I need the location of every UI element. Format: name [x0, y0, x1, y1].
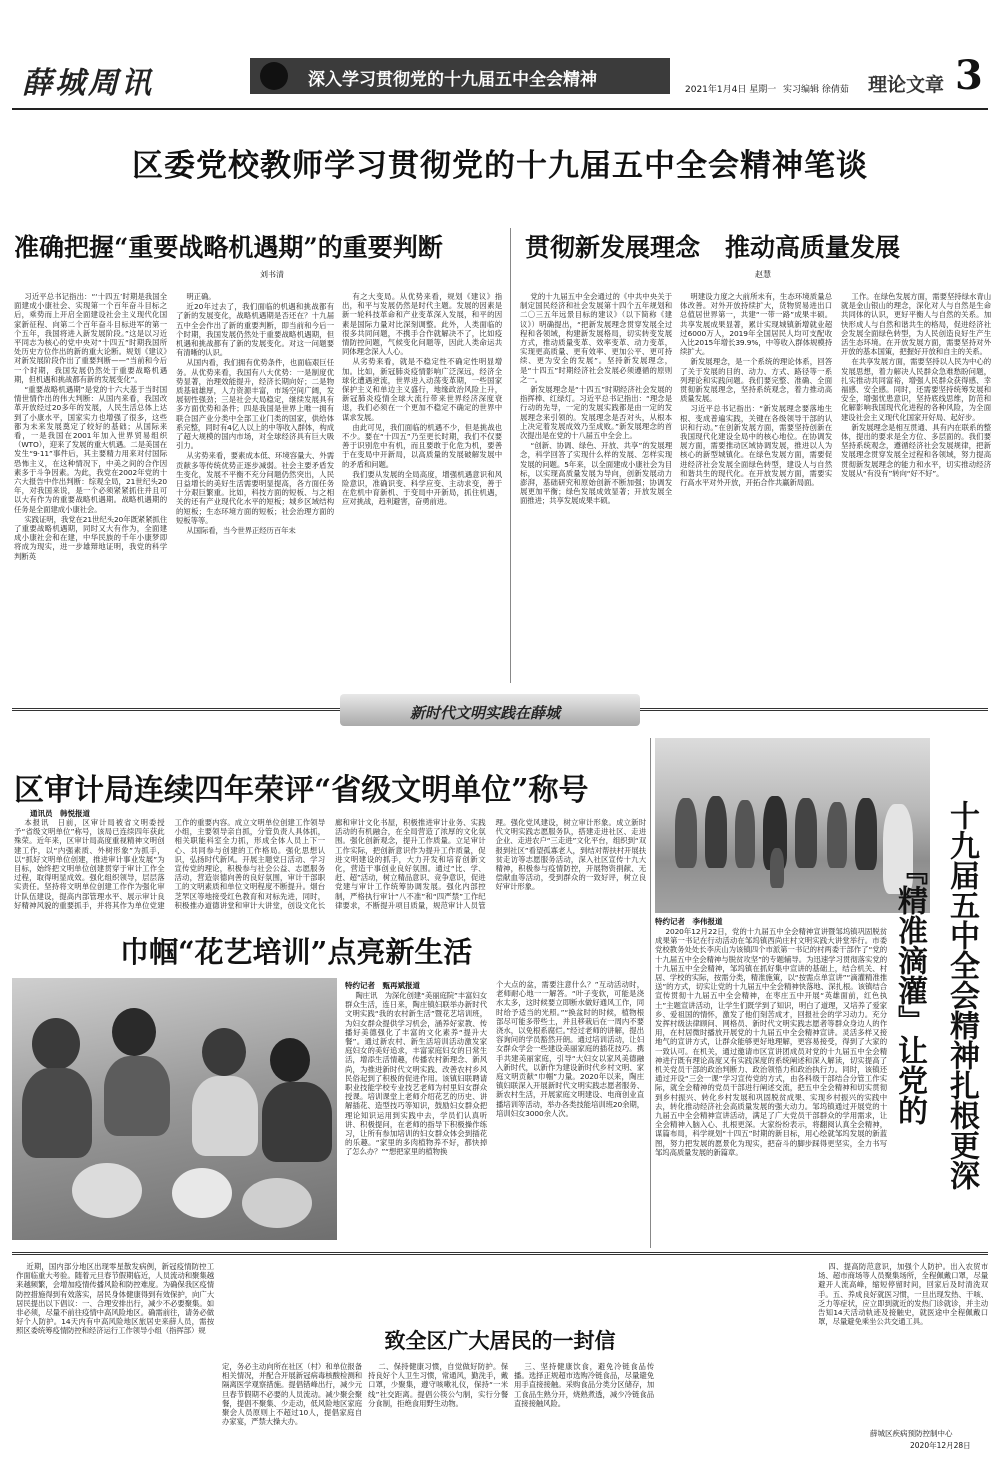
article5-text: 2020年12月22日，党的十九届五中全会精神宣讲暨邹坞镇巩固脱贫成果第一书记在行动活动在邹坞镇西尚庄村文明实践大讲堂举行。市委党校教务处处长李庆山为该镇四个市派第一书记的村两委干部作了“党的十九届五中全会精神与脱贫攻坚”的专题辅导。为迅速学习贯彻落实党的十九届五中全会精神，邹坞镇在抓好集中宣讲的基础上，结合机关、村居、学校的实际，按需分类，精准施策，以“按需点单宣讲”“滴灌精准推送”的方式，切实让党的十九届五中全会精神快落地、深扎根。该镇结合宣传贯彻十九届五中全会精神，在枣庄五中开展“英雄面前，红色执土”主题宣讲活动，让学生们既学到了知识，明白了道理，又培养了爱家乡、爱祖国的情怀，激发了他们刻苦成才，回报社会的学习动力。充分发挥村级法律顾问、网格员、新时代文明实践志愿者等群众身边人的作用，在村居微时播放开展党的十九届五中全会精神宣讲。灵活多样又接地气的宣讲方式，让群众能够更好地理解，更容易接受，得到了大家的一致认可。在机关，通过邀请市区宣讲团成员对党的十九届五中全会精神进行既有理论高度又有实践深度的系统阐述和深入解读，切实提高了机关党员干部的政治判断力、政治领悟力和政治执行力。同时，该镇还通过开设“三会一课”学习宣传党的方式，由各科级干部结合分管工作实际，就全会精神的党员干部进行阐述交流，把五中全会精神和切实贯彻到乡村振兴、转化乡村发展和巩固脱贫成果、实现乡村振兴的实践中去，转化推动经济社会高质量发展的强大动力。邹坞镇通过开展党的十九届五中全会精神宣讲活动，满足了广大党员干部群众的学用需求，让全会精神入脑入心、扎根更深。大家纷纷表示，将翻阅认真全会精神，谋篇布局，科学规划“十四五”时期的新目标，用心绘就邹坞发展的新蓝图，努力把发展的愿景化为现实，把奋斗的脚步踩得更坚实，全力书写邹坞高质量发展的新篇章。 [655, 927, 887, 1157]
article2-author: 赵慧 [755, 270, 771, 279]
article4-col1: 陶庄讯 为深化创建“美丽庭院”丰富妇女群众生活，连日来，陶庄镇妇联举办新时代文明实践“我的农村新生活”暨花艺培训班，为妇女群众提供学习机会，涵养好家教、传播好美德强化了丰富的文化素养“提升大餐”。通过新农村、新生活培训活动激发家庭妇女的美好追求，丰富家庭妇女的日常生活，增添生活情趣，传播农村新理念、新风尚，为推进新时代文明实践、改善农村乡风民俗起到了积极的促进作用。该镇妇联聘请职业技能学校专业技艺老师为村里妇女群众授课。培训课堂上老师介绍花艺的历史、讲解插花、造型技巧等知识，鼓励妇女群众把理论知识运用到实践中去，学员们认真听讲、积极提问，在老师的指导下积极操作练习，让所有参加培训的妇女群众体会到插花的乐趣。“家里的多肉植物养不好，都快掉了怎么办？”“想把家里的植物换 [345, 991, 487, 1157]
article1-col1 [14, 292, 167, 680]
paragraph: 从国内看，我们拥有优势条件，也面临艰巨任务。从优势来看，我国有八大优势：一是制度优势显著，治理效能提升，经济长期向好；二是物质基础雄厚，人力资源丰富，市场空间广阔，发展韧性强劲；三是社会大局稳定，继续发展具有多方面优势和条件；四是我国是世界上唯一拥有联合国产业分类中全部工业门类的国家，供给体系完整，同时有4亿人以上的中等收入群体，构成了超大规模的国内市场，对全球经济具有巨大吸引力。 [176, 358, 334, 451]
ribbon-label: 新时代文明实践在薛城 [410, 704, 561, 722]
banner-text: 深入学习贯彻党的十九届五中全会精神 [308, 70, 597, 90]
article2-col2 [680, 292, 832, 680]
article3-title: 区审计局连续四年荣评“省级文明单位”称号 [14, 773, 589, 808]
paragraph: 习近平总书记指出：“新发展理念要落地生根、变成普遍实践，关键在各级领导干部的认识和行动。”在创新发展方面，需要坚持创新在我国现代化建设全局中的核心地位。在协调发展方面，需要推动区域协调发展，推进以人为核心的新型城镇化。在绿色发展方面，需要促进经济社会发展全面绿色转型，建设人与自然和谐共生的现代化。在开放发展方面，需要实行高水平对外开放，开拓合作共赢新局面。 [680, 404, 832, 488]
paragraph: 党的十九届五中全会通过的《中共中央关于制定国民经济和社会发展第十四个五年规划和二〇三五年远景目标的建议》（以下简称《建议》）明确提出，“把新发展理念贯穿发展全过程和各领域，构建新发展格局，切实转变发展方式，推动质量变革、效率变革、动力变革，实现更高质量、更有效率、更加公平、更可持续、更为安全的发展”。坚持新发展理念，是“十四五”时期经济社会发展必须遵循的原则之一。 [520, 292, 672, 384]
paragraph: 由此可见，我们面临的机遇不少，但是挑战也不少。要在“十四五”乃至更长时期，我们不仅要善于识别危中有机，而且要敢于化危为机，要善于在变局中开新局，以高质量的发展破解发展中的矛盾和问题。 [342, 422, 502, 469]
section-rule [12, 1252, 988, 1255]
paragraph: 新发展理念是“十四五”时期经济社会发展的指挥棒、红绿灯。习近平总书记指出：“理念是行动的先导，一定的发展实践都是由一定的发展理念来引领的。发展理念是否对头，从根本上决定着发展成效乃至成败。”新发展理念的首次提出是在党的十八届五中全会上。 [520, 385, 672, 441]
paragraph: 明正确。 [186, 292, 216, 301]
article2-col3 [841, 292, 991, 680]
date-line: 2021年1月4日 星期一 [685, 85, 777, 95]
paragraph: 在共享发展方面，需要坚持以人民为中心的发展思想，着力解决人民群众急难愁盼问题，扎实推动共同富裕，增强人民群众获得感、幸福感、安全感。同时，还需要坚持统筹发展和安全，增强忧患意识，坚持底线思维，防范和化解影响我国现代化进程的各种风险，为全面建设社会主义现代化国家开好局、起好步。 [841, 357, 991, 422]
paragraph: 习近平总书记指出：“‘十四五’时期是我国全面建成小康社会、实现第一个百年奋斗目标之后，乘势而上开启全面建设社会主义现代化国家新征程、向第二个百年奋斗目标进军的第一个五年，我国将进入新发展阶段。”这是以习近平同志为核心的党中央对“十四五”时期我国所处历史方位作出的新的重大论断。规划《建议》对新发展阶段作出了重要判断——“当前和今后一个时期，我国发展仍然处于重要战略机遇期，但机遇和挑战都有新的发展变化”。 [14, 292, 167, 384]
paragraph: 新发展理念，是一个系统的理论体系，回答了关于发展的目的、动力、方式、路径等一系列理论和实践问题。我们要完整、准确、全面贯彻新发展理念，坚持系统观念，着力推动高质量发展。 [680, 357, 832, 404]
section-name: 理论文章 [868, 74, 945, 96]
article3-byline: 通讯员 韩悦报道 [30, 809, 90, 818]
banner-bar [250, 58, 670, 94]
letter-col2: 定，务必主动向所在社区（村）和单位报备相关情况，并配合开展新冠病毒核酸检测和隔离医学观察措施。提倡错峰出行，减少元旦春节假期不必要的人员流动。减少聚会聚餐，提倡不聚集、少走动，低风险地区家庭聚会人员原则上不超过10人，提倡家庭自办家宴，严禁大操大办。 [222, 1362, 362, 1427]
masthead-rule [12, 108, 988, 110]
article2-col1 [520, 292, 672, 680]
paragraph: 工作。在绿色发展方面，需要坚持绿水青山就是金山银山的理念，深化对人与自然是生命共同体的认识，更好平衡人与自然的关系。加快形成人与自然和谐共生的格局，促进经济社会发展全面绿色转型，为人民创造良好生产生活生态环境。在开放发展方面，需要坚持对外开放的基本国策，把握好开放和自主的关系。 [841, 292, 991, 357]
paper-name: 薛城周讯 [22, 66, 154, 101]
paragraph: 有之大变局。从优势来看，规划《建议》指出，和平与发展仍然是时代主题。发展的因素是新一轮科技革命和产业变革深入发展，和平的因素是国际力量对比深刻调整。此外，人类面临的很多共同问题，不携手合作就解决不了，比如疫情防控问题，气候变化问题等，因此人类命运共同体理念深入人心。 [342, 292, 502, 357]
article4-title: 巾帼“花艺培训”点亮新生活 [120, 935, 473, 969]
paragraph: “重要战略机遇期”是党的十六大基于当时国情世情作出的伟大判断：从国内来看，我国改革开放经过20多年的发展，人民生活总体上达到了小康水平，国家实力也增强了很多，这些都为未来发展奠定了较好的基础；从国际来看，一是我国在2001年加入世界贸易组织（WTO），迎来了发展的重大机遇。二是美国在发生“9·11”事件后，其主要精力用来对付国际恐怖主义，在这种情况下，中美之间的合作因素多于斗争因素。为此，我党在2002年党的十六大报告中作出判断：综观全局，21世纪头20年，对我国来说，是一个必须紧紧抓住并且可以大有作为的重要战略机遇期。战略机遇期的任务是全面建成小康社会。 [14, 385, 167, 514]
paragraph: 从劣势来看，就是不稳定性不确定性明显增加。比如，新冠肺炎疫情影响广泛深远，经济全球化遭遇逆流，世界进入动荡变革期，一些国家保护主义和单边主义盛行，地缘政治风险上升，新冠肺炎疫情全球大流行带来世界经济深度衰退，我们必须在一个更加不稳定不确定的世界中谋求发展。 [342, 357, 502, 422]
paragraph: 从国际看，当今世界正经历百年未 [186, 526, 296, 536]
page-number: 3 [955, 52, 983, 99]
column-divider [510, 228, 511, 683]
article4-col2: 个大点的盆，需要注意什么？”互动活动时，老师耐心地一一解答。“叶子变软，可能是浇水太多，这时候要立即断水做好通风工作，同时给予适当的光照。”“换盆时的时候，植物根部尽可能多带些土，并且移栽后在一周内不要浇水，以免根系腐烂。”经过老师的讲解，提出容询问的学员豁然开朗。通过培训活动，让妇女群众学会一些建设美丽家庭的插花技巧。携手共建美丽家庭，引导“大妇女以家风美德融入新时代，以新作为建设新时代乡村文明、家庭文明贡献“巾帼”力量。2020年以来，陶庄镇妇联深入开展新时代文明实践志愿者服务、新农村生活，开展家庭文明建设、电商创业直播培训等活动，举办各类技能培训班20余期，培训妇女3000余人次。 [496, 980, 644, 1118]
article1-col3 [342, 292, 502, 680]
lead-title: 区委党校教师学习贯彻党的十九届五中全会精神笔谈 [132, 148, 868, 184]
ribbon-banner [340, 690, 640, 730]
paragraph: “创新、协调、绿色、开放、共享”的发展理念，科学回答了实现什么样的发展、怎样实现发展的问题。5年来，以全面建成小康社会为目标，以实现高质量发展为导向，创新发展动力澎湃，基础研究和原始创新不断加强；协调发展更加平衡；绿色发展成效显著；开放发展全面推进；共享发展成果丰硕。 [520, 441, 672, 506]
letter-title: 致全区广大居民的一封信 [384, 1328, 616, 1353]
letter-col4: 三、坚持健康饮食，避免冷链食品传播。选择正规超市选购冷链食品，尽量避免用手直接接触。采购食品分类分区储存，加工食品生熟分开，烧熟煮透，减少冷链食品直接接触风险。 [514, 1362, 654, 1408]
article1-author: 刘书清 [260, 270, 284, 279]
article3-text: 本报讯 日前，区审计局被省文明委授予“省级文明单位”称号，该局已连续四年获此殊荣。近年来，区审计局高度重视精神文明创建工作，以“内强素质、外树形象”为抓手，以“抓好文明单位创建，推进审计事业发展”为目标，始终把文明单位创建贯穿于审计工作全过程，取得明显成效。强化组织领导，层层落实责任。坚持将文明单位创建工作作为强化审计队伍建设，提高内部管理水平、展示审计良好精神风貌的重要抓手，并将其作为单位党建工作的重要内容。成立文明单位创建工作领导小组，主要领导亲自抓，分管负责人具体抓，相关职能科室全力抓，形成全体人员上下一心、共同参与创建的工作格局。强化思想认识，弘扬时代新风。开展主题党日活动、学习宣传党的理论，积极参与社会公益、志愿服务活动，营造崇德向善的良好氛围，审计干部职工的文明素质和单位文明程度不断提升。烟台芝罘区等地接受红色教育和对标先进，同时，积极推办道德讲堂和审计大讲堂，创设文化长廊和审计文化书屋，积极推进审计业务、实践活动的有机融合，在全局营造了浓厚的文化氛围。强化创新观念，提升工作质量。立足审计工作实际，把创新意识作为提升工作质量，促进文明建设的抓手，大力开发和培育创新文化，营造干事创业良好氛围。通过“比、学、赶、超”活动，树立精品意识、竞争意识，促进党建与审计工作统筹协调发展。强化内部控制，严格执行审计“八不准”和“四严禁”工作纪律要求，不断提升项目质量，规范审计人员管理。强化党风建设，树立审计形象。成立新时代文明实践志愿服务队，搭建走进社区、走进企业、走进农户“三走进”文化平台，组织到“双报到社区”看望孤寡老人，到结对帮扶村开展扶贫走访等志愿服务活动，深入社区宣传十九大精神，积极参与疫情防控，开展物资捐献、无偿献血等活动，受到群众的一致好评，树立良好审计形象。 [14, 818, 646, 910]
paragraph: 实践证明，我党在21世纪头20年既紧紧抓住了重要战略机遇期，同时又大有作为，全面建成小康社会和在建，中华民族的千年小康梦即将成为现实，进一步雄辩地证明，我党的科学判断英 [14, 514, 167, 561]
paragraph: 近20年过去了，我们面临的机遇和挑战都有了新的发展变化，战略机遇期是否还在？十九届五中全会作出了新的重要判断，即当前和今后一个时期，我国发展仍然处于重要战略机遇期，但机遇和挑战都有了新的发展变化。对这一问题要有清晰的认识。 [176, 302, 334, 358]
column-divider [650, 738, 651, 1248]
article4-byline: 特约记者 甄再斌报道 [345, 981, 420, 990]
letter-col3: 二、保持健康习惯，自觉做好防护。保持良好个人卫生习惯，常通风，勤洗手，戴口罩，少聚集，遵守咳嗽礼仪，保持“一米线”社交距离。提倡公筷公勺制，实行分餐分食制，拒绝食用野生动物。 [368, 1362, 508, 1408]
letter-col1: 近期，国内部分地区出现零星散发病例，新冠疫情防控工作面临重大考验。随着元旦春节假期临近，人员流动和聚集越来越频繁，会增加疫情传播风险和防控难度。为确保我区疫情防控措施得到有效落实，居民身体健康得到有效保护，向广大居民提出以下倡议：一、合理安排出行，减少不必要聚集。如非必须，尽量不前往疫情中高风险地区。确需前往，请务必做好个人防护。14天内有中高风险地区旅居史来薛人员，需按照区委统筹疫情防控和经济运行工作领导小组（指挥部）规 [16, 1262, 214, 1336]
paragraph: 从劣势来看，要素成本低、环境容量大、外需贡献多等传统优势正逐步减弱。社会主要矛盾发生变化，发展不平衡不充分问题仍然突出，人民日益增长的美好生活需要明显提高，各方面任务十分艰巨繁重。比如，科技方面的短板、与之相关的还有产业现代化水平的短板；城乡区域结构的短板；生态环境方面的短板；社会治理方面的短板等等。 [176, 451, 334, 525]
paragraph: 新发展理念是相互贯通、具有内在联系的整体，提出的要求是全方位、多层面的。我们要坚持系统观念，遵循经济社会发展规律，把新发展理念贯穿发展全过程和各领域，努力提高贯彻新发展理念的能力和水平，切实推动经济发展从“有没有”转向“好不好”。 [841, 422, 991, 478]
letter-signature: 薛城区疾病预防控制中心 [870, 1429, 953, 1438]
masthead [0, 0, 1000, 128]
paragraph: 明建设力度之大前所未有，生态环境质量总体改善。对外开放持续扩大，货物贸易进出口总值居世界第一，共建“一带一路”成果丰硕。共享发展成果显著，累计实现城镇新增就业超过6000万人，2019年全国居民人均可支配收入比2015年增长39.9%，中等收入群体规模持续扩大。 [680, 292, 832, 357]
letter-date: 2020年12月28日 [910, 1441, 971, 1450]
article5-title-line1: 十九届五中全会精神扎根更深 [944, 800, 979, 1190]
article5-title-line2: 『精准滴灌』让党的 [892, 855, 927, 1125]
photo-outdoor-meeting [655, 738, 930, 913]
party-emblem-icon [260, 62, 288, 90]
article5-byline: 特约记者 李伟报道 [655, 917, 723, 926]
paragraph: 我们要从发展的全局高度，增强机遇意识和风险意识，准确识变、科学应变、主动求变，善于在危机中育新机、于变局中开新局，抓住机遇，应对挑战，趋利避害，奋勇前进。 [342, 469, 502, 507]
article1-col2 [176, 292, 334, 680]
letter-col5: 四、提高防范意识，加强个人防护。出入农贸市场、超市商场等人员聚集场所，全程佩戴口罩，尽量避开人流高峰，缩短停留时间，回家后及时清洗双手。五、养成良好就医习惯，一旦出现发热、干咳、乏力等症状，应立即到就近的发热门诊就诊，并主动告知14天活动轨迹及接触史，就医途中全程佩戴口罩，尽量避免乘坐公共交通工具。 [818, 1262, 988, 1327]
photo-flower-class [12, 978, 337, 1240]
editor-line: 实习编辑 徐倩茹 [783, 85, 849, 95]
article1-title: 准确把握“重要战略机遇期”的重要判断 [14, 233, 443, 262]
article2-title: 贯彻新发展理念 推动高质量发展 [525, 233, 901, 262]
